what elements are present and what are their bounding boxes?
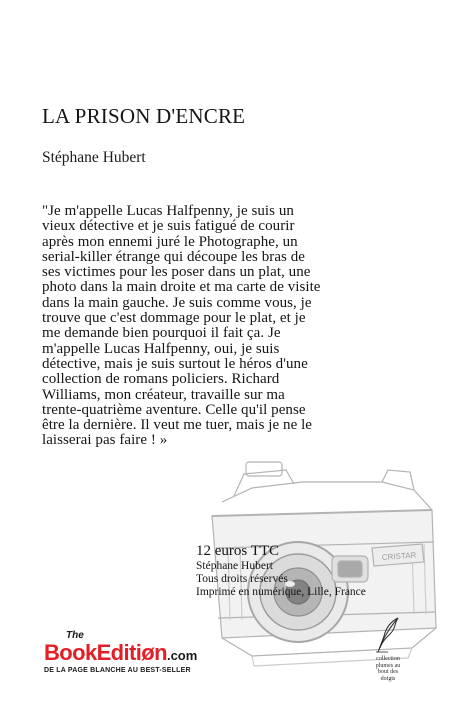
book-author: Stéphane Hubert bbox=[42, 149, 146, 166]
publisher-name-end: n bbox=[154, 640, 167, 665]
rights-notice: Tous droits réservés bbox=[196, 573, 288, 585]
svg-text:CRISTAR: CRISTAR bbox=[381, 550, 417, 562]
price: 12 euros TTC bbox=[196, 543, 280, 559]
collection-label bbox=[363, 656, 413, 682]
price-box bbox=[196, 543, 406, 599]
publisher-name-mark: ø bbox=[141, 640, 155, 665]
back-cover-blurb: "Je m'appelle Lucas Halfpenny, je suis un vieux détective et je suis fatigué de courir après mon ennemi juré le Photographe, un serial-killer étrange qui découpe les bras de ses victimes pour les poser dans un plat, une photo dans la main droite et ma carte de visite dans la main gauche. Je suis comme vous, je trouve que c'est dommage pour le plat, et je me demande bien pourquoi il fait ça. Je m'appelle Lucas Halfpenny, oui, je suis détective, mais je suis surtout le héros d'une collection de romans policiers. Richard Williams, mon créateur, travaille sur ma trente-quatrième aventure. Celle qu'il pense être la dernière. Il veut me tuer, mais je ne le laisserai pas faire ! » bbox=[42, 203, 321, 449]
publisher-domain-suffix: .com bbox=[166, 648, 198, 663]
collection-line-2: plumes au bbox=[375, 662, 401, 669]
publisher-tagline: DE LA PAGE BLANCHE AU BEST-SELLER bbox=[44, 667, 191, 674]
publisher-name: BookEditi bbox=[44, 640, 142, 665]
collection-line-3: bout des bbox=[377, 669, 399, 676]
book-title: LA PRISON D'ENCRE bbox=[42, 104, 246, 128]
collection-line-4: doigts bbox=[380, 675, 396, 682]
price-box-author: Stéphane Hubert bbox=[196, 560, 273, 572]
collection-line-1: collection bbox=[376, 656, 400, 662]
printing-notice: Imprimé en numérique, Lille, France bbox=[196, 586, 366, 598]
feather-icon bbox=[370, 614, 404, 654]
publisher-logo-the: The bbox=[66, 630, 84, 641]
publisher-logo bbox=[44, 640, 197, 666]
